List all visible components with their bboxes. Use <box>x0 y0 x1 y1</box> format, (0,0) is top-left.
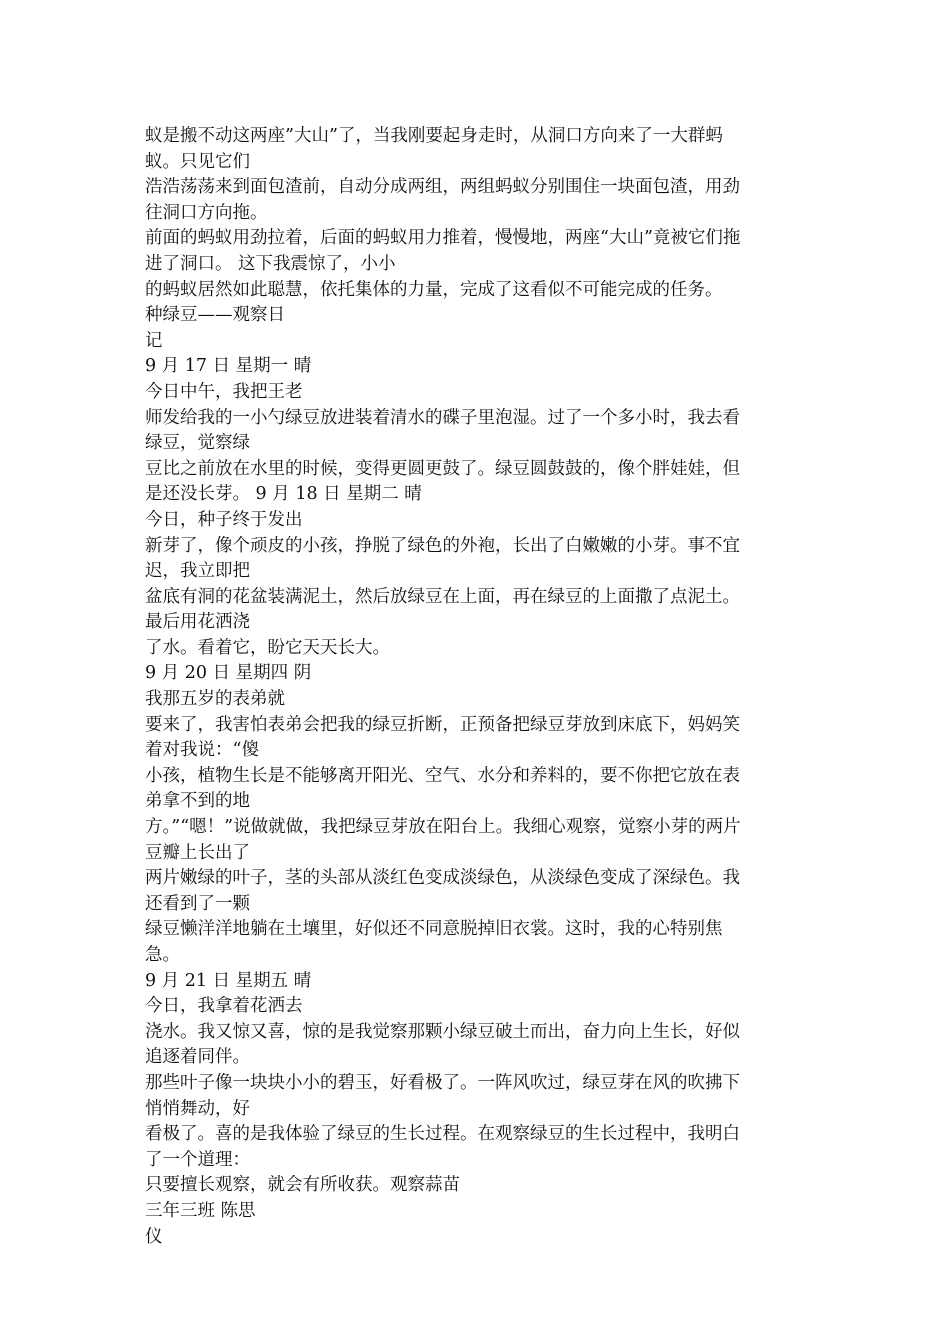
text-line: 要来了，我害怕表弟会把我的绿豆折断，正预备把绿豆芽放到床底下，妈妈笑 <box>145 714 740 735</box>
text-line: 是还没长芽。 9 月 18 日 星期二 晴 <box>145 484 422 505</box>
text-line: 我那五岁的表弟就 <box>145 689 285 710</box>
author-line: 三年三班 陈思 <box>145 1200 256 1221</box>
text-line: 那些叶子像一块块小小的碧玉，好看极了。一阵风吹过，绿豆芽在风的吹拂下 <box>145 1072 740 1093</box>
text-line: 了一个道理： <box>145 1149 250 1170</box>
text-line: 两片嫩绿的叶子，茎的头部从淡红色变成淡绿色，从淡绿色变成了深绿色。我 <box>145 868 740 889</box>
text-line: 追逐着同伴。 <box>145 1047 250 1068</box>
text-line: 着对我说：“傻 <box>145 740 259 761</box>
text-line: 小孩，植物生长是不能够离开阳光、空气、水分和养料的，要不你把它放在表 <box>145 765 740 786</box>
diary-date: 9 月 17 日 星期一 晴 <box>145 356 312 377</box>
diary-date: 9 月 20 日 星期四 阴 <box>145 663 312 684</box>
text-line: 蚁是搬不动这两座”大山”了，当我刚要起身走时，从洞口方向来了一大群蚂 <box>145 126 723 146</box>
text-line: 新芽了，像个顽皮的小孩，挣脱了绿色的外袍，长出了白嫩嫩的小芽。事不宜 <box>145 535 740 556</box>
text-line: 弟拿不到的地 <box>145 791 250 812</box>
text-line: 绿豆懒洋洋地躺在土壤里，好似还不同意脱掉旧衣裳。这时，我的心特别焦 <box>145 919 723 940</box>
text-line: 迟，我立即把 <box>145 561 250 582</box>
text-line: 急。 <box>145 945 180 965</box>
text-line: 豆瓣上长出了 <box>145 842 250 863</box>
section-title: 记 <box>145 330 163 351</box>
text-line: 师发给我的一小勺绿豆放进装着清水的碟子里泡湿。过了一个多小时，我去看 <box>145 407 740 428</box>
diary-date: 9 月 21 日 星期五 晴 <box>145 970 312 991</box>
text-line: 浩浩荡荡来到面包渣前，自动分成两组，两组蚂蚁分别围住一块面包渣，用劲 <box>145 177 740 198</box>
text-line: 蚁。只见它们 <box>145 151 250 172</box>
section-title: 种绿豆——观察日 <box>145 305 285 326</box>
author-line: 仪 <box>145 1226 163 1247</box>
text-line: 往洞口方向拖。 <box>145 202 268 223</box>
text-line: 盆底有洞的花盆装满泥土，然后放绿豆在上面，再在绿豆的上面撒了点泥土。 <box>145 586 740 607</box>
text-line: 了水。看着它，盼它天天长大。 <box>145 637 390 658</box>
text-line: 还看到了一颗 <box>145 893 250 914</box>
text-line: 豆比之前放在水里的时候，变得更圆更鼓了。绿豆圆鼓鼓的，像个胖娃娃，但 <box>145 458 740 479</box>
text-line: 今日，种子终于发出 <box>145 509 303 530</box>
text-line: 看极了。喜的是我体验了绿豆的生长过程。在观察绿豆的生长过程中，我明白 <box>145 1124 740 1145</box>
text-line: 浇水。我又惊又喜，惊的是我觉察那颗小绿豆破土而出，奋力向上生长，好似 <box>145 1021 740 1042</box>
text-line: 的蚂蚁居然如此聪慧，依托集体的力量，完成了这看似不可能完成的任务。 <box>145 279 723 300</box>
text-line: 最后用花洒浇 <box>145 612 250 633</box>
text-line: 今日中午，我把王老 <box>145 381 303 402</box>
text-line: 前面的蚂蚁用劲拉着，后面的蚂蚁用力推着，慢慢地，两座“大山”竟被它们拖 <box>145 228 741 249</box>
document-page <box>145 124 805 1250</box>
text-line: 方。”“嗯！”说做就做，我把绿豆芽放在阳台上。我细心观察，觉察小芽的两片 <box>145 817 741 838</box>
text-line: 只要擅长观察，就会有所收获。观察蒜苗 <box>145 1175 460 1196</box>
text-line: 绿豆，觉察绿 <box>145 433 250 454</box>
text-line: 悄悄舞动，好 <box>145 1098 250 1119</box>
text-line: 今日，我拿着花洒去 <box>145 996 303 1017</box>
text-line: 进了洞口。 这下我震惊了，小小 <box>145 253 396 274</box>
